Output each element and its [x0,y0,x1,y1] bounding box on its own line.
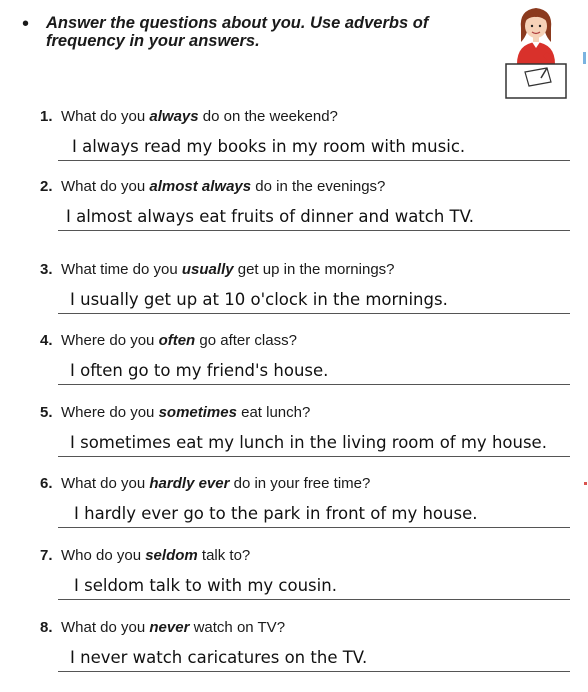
answer-line[interactable] [58,200,570,231]
answer-line[interactable] [58,354,570,385]
answer-text: I seldom talk to with my cousin. [74,576,337,595]
answer-text: I usually get up at 10 o'clock in the mornings. [70,290,448,309]
question-text: Where do you sometimes eat lunch? [61,404,311,421]
question-number: 5. [40,404,53,421]
answer-text: I almost always eat fruits of dinner and watch TV. [66,207,475,226]
question-number: 4. [40,332,53,349]
answer-text: I often go to my friend's house. [70,361,329,380]
answer-line[interactable] [58,283,570,314]
adverb-highlight: almost always [149,178,252,195]
question-number: 6. [40,475,53,492]
question-text: What do you almost always do in the evenings? [61,178,386,195]
question-text: Where do you often go after class? [61,332,297,349]
adverb-highlight: sometimes [158,404,237,421]
question-text: What do you always do on the weekend? [61,108,338,125]
adverb-highlight: hardly ever [149,475,230,492]
answer-line[interactable] [58,426,570,457]
question-number: 2. [40,178,53,195]
question-text: What do you hardly ever do in your free time? [61,475,371,492]
page-edge-mark [583,52,586,64]
question-number: 8. [40,619,53,636]
adverb-highlight: never [149,619,190,636]
answer-line[interactable] [58,130,570,161]
question-number: 3. [40,261,53,278]
adverb-highlight: always [149,108,199,125]
answer-line[interactable] [58,641,570,672]
question-text: What time do you usually get up in the mornings? [61,261,395,278]
adverb-highlight: usually [181,261,234,278]
answer-text: I hardly ever go to the park in front of my house. [74,504,478,523]
question-text: What do you never watch on TV? [61,619,286,636]
answer-text: I sometimes eat my lunch in the living room of my house. [70,433,547,452]
answer-text: I always read my books in my room with music. [72,137,466,156]
teacher-at-desk-icon [503,2,569,100]
answer-text: I never watch caricatures on the TV. [70,648,368,667]
answer-line[interactable] [58,569,570,600]
bullet-point: • [22,13,30,35]
page-edge-mark [584,482,587,485]
adverb-highlight: seldom [145,547,198,564]
adverb-highlight: often [158,332,196,349]
instruction-text: Answer the questions about you. Use adverbs of frequency in your answers. [46,14,429,50]
question-number: 7. [40,547,53,564]
answer-line[interactable] [58,497,570,528]
question-text: Who do you seldom talk to? [61,547,251,564]
question-number: 1. [40,108,53,125]
